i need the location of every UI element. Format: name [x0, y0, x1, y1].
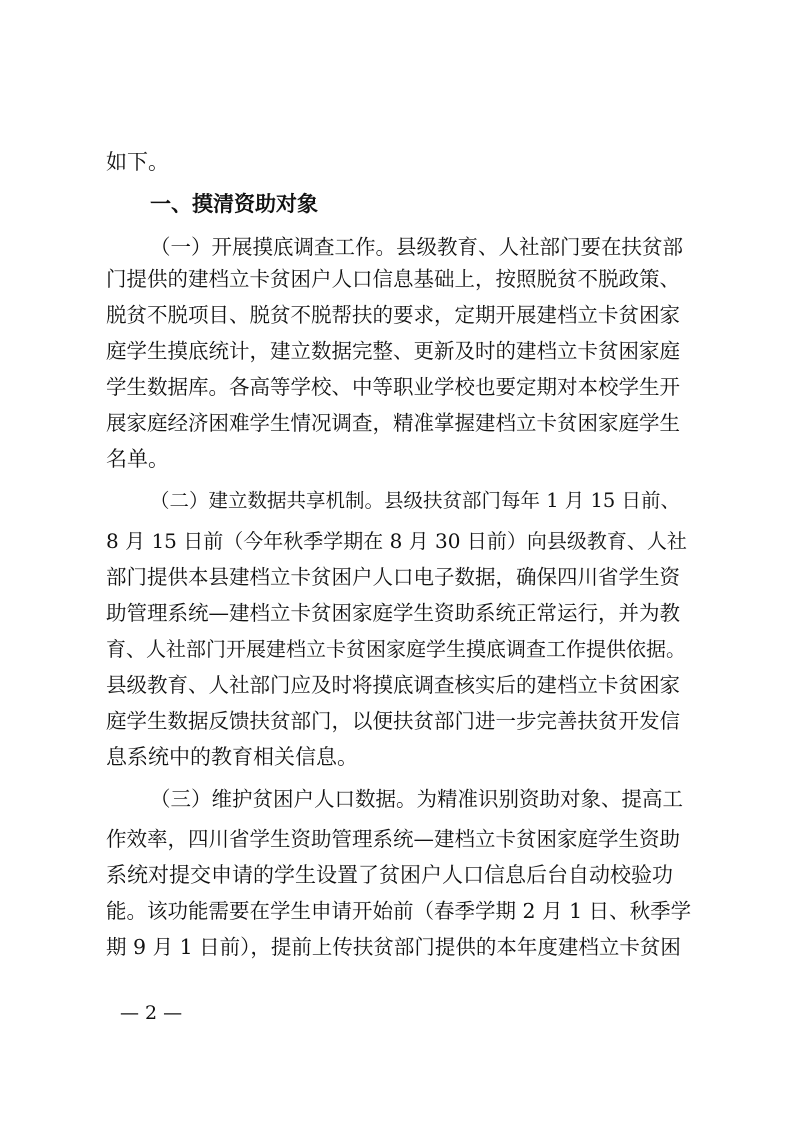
paragraph-line: 庭学生数据反馈扶贫部门，以便扶贫部门进一步完善扶贫开发信	[106, 709, 680, 733]
paragraph-line: （一）开展摸底调查工作。县级教育、人社部门要在扶贫部	[150, 235, 683, 259]
section-heading: 一、摸清资助对象	[150, 192, 318, 216]
paragraph-line: （二）建立数据共享机制。县级扶贫部门每年 1 月 15 日前、	[150, 489, 681, 512]
paragraph-line: 展家庭经济困难学生情况调查，精准掌握建档立卡贫困家庭学生	[106, 411, 680, 435]
body-text-line: 如下。	[106, 150, 169, 174]
paragraph-line: 息系统中的教育相关信息。	[106, 745, 358, 769]
paragraph-line: 期 9 月 1 日前），提前上传扶贫部门提供的本年度建档立卡贫困	[106, 935, 681, 959]
paragraph-line: 名单。	[106, 447, 169, 471]
paragraph-line: 助管理系统—建档立卡贫困家庭学生资助系统正常运行，并为教	[106, 601, 680, 625]
paragraph-line: 育、人社部门开展建档立卡贫困家庭学生摸底调查工作提供依据。	[106, 637, 686, 661]
paragraph-line: 门提供的建档立卡贫困户人口信息基础上，按照脱贫不脱政策、	[106, 267, 680, 291]
paragraph-line: 脱贫不脱项目、脱贫不脱帮扶的要求，定期开展建档立卡贫困家	[106, 303, 680, 327]
paragraph-line: 作效率，四川省学生资助管理系统—建档立卡贫困家庭学生资助	[106, 827, 680, 851]
paragraph-line: 庭学生摸底统计，建立数据完整、更新及时的建档立卡贫困家庭	[106, 339, 680, 363]
paragraph-line: 系统对提交申请的学生设置了贫困户人口信息后台自动校验功	[106, 863, 673, 887]
paragraph-line: 学生数据库。各高等学校、中等职业学校也要定期对本校学生开	[106, 375, 680, 399]
paragraph-line: （三）维护贫困户人口数据。为精准识别资助对象、提高工	[150, 787, 683, 811]
paragraph-line: 部门提供本县建档立卡贫困户人口电子数据，确保四川省学生资	[106, 565, 680, 589]
page-number: — 2 —	[120, 1002, 183, 1024]
paragraph-line: 8 月 15 日前（今年秋季学期在 8 月 30 日前）向县级教育、人社	[106, 529, 687, 553]
paragraph-line: 能。该功能需要在学生申请开始前（春季学期 2 月 1 日、秋季学	[106, 899, 692, 923]
paragraph-line: 县级教育、人社部门应及时将摸底调查核实后的建档立卡贫困家	[106, 673, 680, 697]
